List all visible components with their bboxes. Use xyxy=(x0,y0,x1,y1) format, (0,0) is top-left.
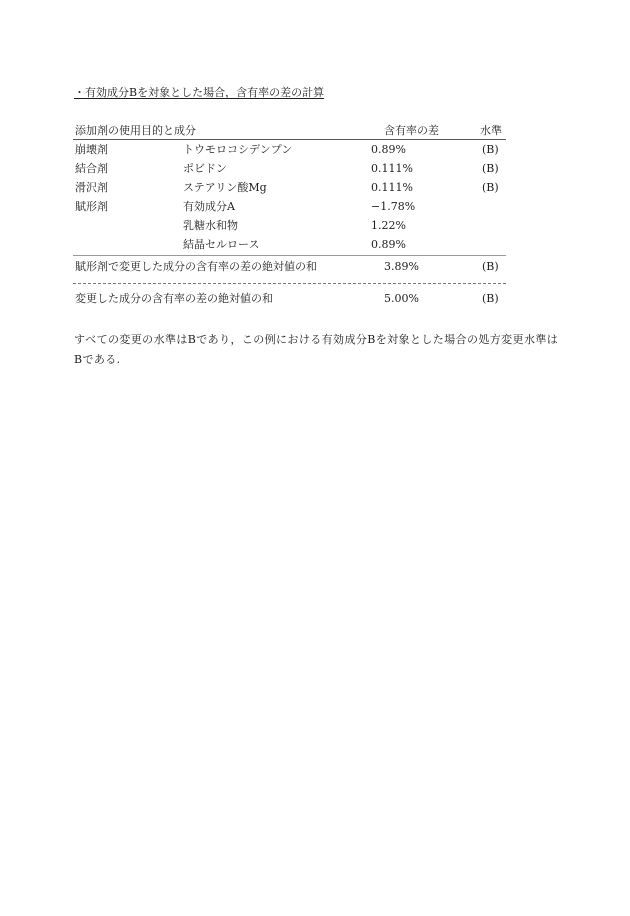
section-heading: ・有効成分Bを対象とした場合，含有率の差の計算 xyxy=(74,86,325,99)
row-name: 有効成分A xyxy=(183,200,235,213)
total-divider xyxy=(73,283,506,284)
row-category: 滑沢剤 xyxy=(75,181,108,194)
header-diff: 含有率の差 xyxy=(384,124,439,137)
header-rule xyxy=(73,139,506,140)
row-level: (B) xyxy=(482,181,499,194)
row-level: (B) xyxy=(482,162,499,175)
row-value: 0.89% xyxy=(371,143,406,156)
row-name: トウモロコシデンプン xyxy=(183,143,293,156)
total-value: 5.00% xyxy=(384,292,419,305)
row-value: 0.111% xyxy=(371,162,413,175)
conclusion-paragraph: すべての変更の水準はBであり，この例における有効成分Bを対象とした場合の処方変更水準はBである. xyxy=(74,333,559,366)
total-level: (B) xyxy=(482,292,499,305)
row-category: 賦形剤 xyxy=(75,200,108,213)
row-name: ポビドン xyxy=(183,162,227,175)
row-level: (B) xyxy=(482,143,499,156)
header-purpose: 添加剤の使用目的と成分 xyxy=(75,124,196,137)
row-value: 0.89% xyxy=(371,238,406,251)
row-name: ステアリン酸Mg xyxy=(183,181,267,194)
subtotal-rule xyxy=(73,255,506,256)
row-name: 結晶セルロース xyxy=(183,238,260,251)
row-category: 結合剤 xyxy=(75,162,108,175)
total-label: 変更した成分の含有率の差の絶対値の和 xyxy=(75,292,273,305)
subtotal-value: 3.89% xyxy=(384,260,419,273)
row-value: −1.78% xyxy=(371,200,416,213)
subtotal-level: (B) xyxy=(482,260,499,273)
subtotal-label: 賦形剤で変更した成分の含有率の差の絶対値の和 xyxy=(75,260,317,273)
row-name: 乳糖水和物 xyxy=(183,219,238,232)
row-value: 1.22% xyxy=(371,219,406,232)
header-level: 水準 xyxy=(480,124,502,137)
row-value: 0.111% xyxy=(371,181,413,194)
row-category: 崩壊剤 xyxy=(75,143,108,156)
